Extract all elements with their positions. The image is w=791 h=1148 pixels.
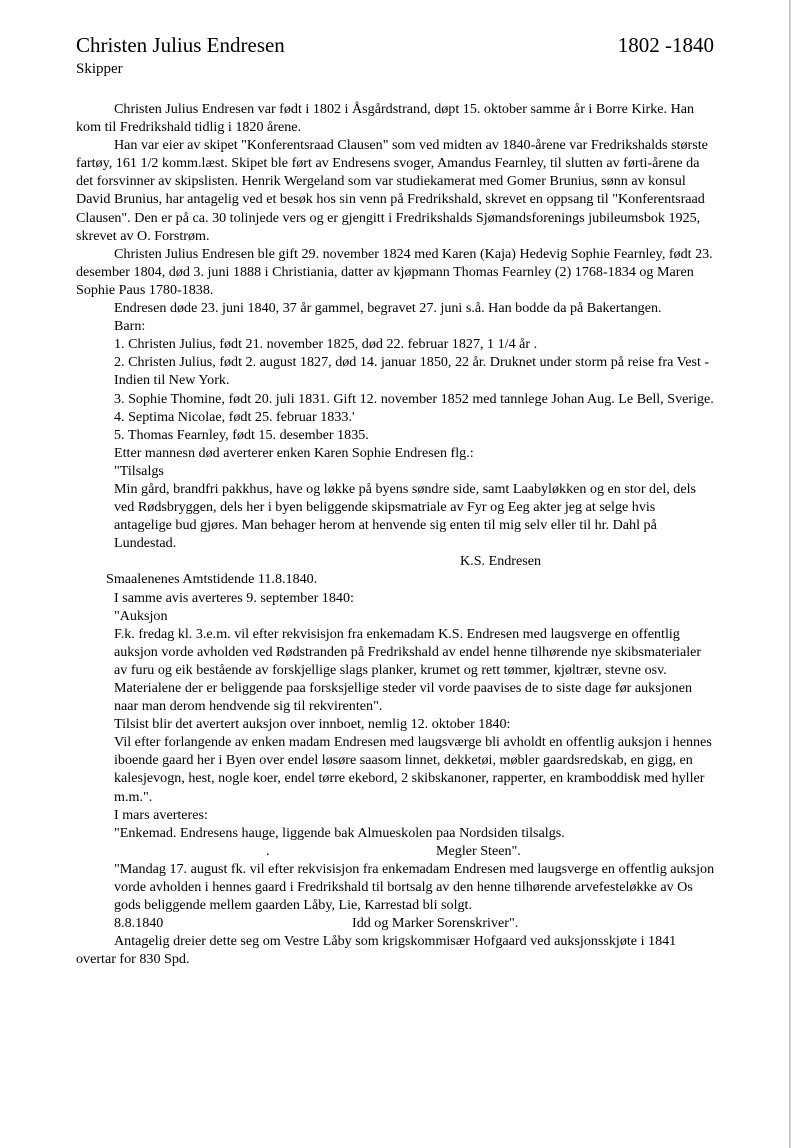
paragraph-march: I mars averteres: — [114, 806, 208, 823]
ad-text-tilsalgs: Min gård, brandfri pakkhus, have og løkke på byens søndre side, samt Laabyløkken og en stor del, dels ved Rødsbryggen, dels her i byen beliggende skipsmatriale av Fyr og Eeg akter jeg at selge hvis antagelige bud gjøres. Man behager herom at henvende sig enten til mig selv eller til hr. Dahl på Lundestad. — [114, 480, 697, 552]
document-body — [76, 100, 716, 969]
paragraph-birth: Christen Julius Endresen var født i 1802 i Åsgårdstrand, døpt 15. oktober samme år i Borre Kirke. Han kom til Fredrikshald tidlig i 1820 årene. — [76, 101, 695, 136]
ad-text-household: Vil efter forlangende av enken madam Endresen med laugsværge bli avholdt en offentlig auksjon i hennes iboende gaard her i Byen over endel løsøre saasom linnet, dekketøi, møbler gaardsredskab, en gigg, en kalesjevogn, hest, nogle koer, endel tørre ekebord, 2 skibskanoner, rapperter, en kramboddisk med hyller m.m.". — [114, 734, 712, 805]
child-item: 5. Thomas Fearnley, født 15. desember 1835. — [114, 426, 369, 443]
child-item: 4. Septima Nicolae, født 25. februar 1833.' — [114, 408, 355, 425]
child-item: 2. Christen Julius, født 2. august 1827, død 14. januar 1850, 22 år. Druknet under storm på reise fra Vest - Indien til New York. — [114, 354, 710, 389]
paragraph-conclusion: Antagelig dreier dette seg om Vestre Låby som krigskommisær Hofgaard ved auksjonsskjøte i 1841 overtar for 830 Spd. — [76, 933, 677, 968]
paragraph-household-auction: Tilsist blir det avertert auksjon over innboet, nemlig 12. oktober 1840: — [114, 716, 511, 733]
paragraph-widow-ad-intro: Etter mannesn død averterer enken Karen Sophie Endresen flg.: — [114, 444, 474, 461]
signature-dot: . — [266, 842, 270, 859]
ad-text-auksjon: F.k. fredag kl. 3.e.m. vil efter rekvisisjon fra enkemadam K.S. Endresen med laugsverge en offentlig auksjon vorde avholden ved Rødstranden på Fredrikshald av endel henne tilhørende nye skibsmaterialer av furu og eik bestående av forskjellige slags planker, krumet og rett tømmer, kjøltrær, stevne osv. Materialene der er beliggende paa forsksjellige steder vil vorde paavises de to siste dage før auksjonen naar man derom hendvende sig til rekvirenten". — [114, 625, 702, 715]
ad-lease-signature-row — [76, 914, 716, 932]
ad-text-garden: "Enkemad. Endresens hauge, liggende bak Almueskolen paa Nordsiden tilsalgs. — [114, 824, 565, 841]
ad-text-lease: "Mandag 17. august fk. vil efter rekvisisjon fra enkemadam Endresen med laugsverge en offentlig auksjon vorde avholden i hennes gaard i Fredrikshald til bortsalg av den henne tilhørende arvefesteløkke av Os gods beliggende mellem gaarden Låby, Lie, Karrestad bli solgt. — [114, 860, 715, 914]
ad-signature-sorenskriver: Idd og Marker Sorenskriver". — [352, 915, 519, 932]
newspaper-source: Smaalenenes Amtstidende 11.8.1840. — [106, 571, 318, 588]
paragraph-death: Endresen døde 23. juni 1840, 37 år gammel, begravet 27. juni s.å. Han bodde da på Bakertangen. — [114, 300, 662, 317]
paragraph-marriage: Christen Julius Endresen ble gift 29. november 1824 med Karen (Kaja) Hedevig Sophie Fearnley, født 23. desember 1804, død 3. juni 1888 i Christiania, datter av kjøpmann Thomas Fearnley (2) 1768-1834 og Maren Sophie Paus 1780-1838. — [76, 245, 713, 298]
ad-title-auksjon: "Auksjon — [114, 607, 168, 624]
child-item: 1. Christen Julius, født 21. november 1825, død 22. februar 1827, 1 1/4 år . — [114, 336, 538, 353]
occupation: Skipper — [76, 61, 123, 77]
person-name: Christen Julius Endresen — [76, 33, 285, 57]
paragraph-ship: Han var eier av skipet "Konferentsraad Clausen" som ved midten av 1840-årene var Fredrikshalds største fartøy, 161 1/2 komm.læst. Skipet ble ført av Endresens svoger, Amandus Fearnley, til slutten av førti-årene da det forsvinner av skipslisten. Henrik Wergeland som var studiekamerat med Gomer Brunius, sønn av konsul David Brunius, har antagelig ved et besøk hos sin venn på Fredrikshald, skrevet en oppsang til "Konferentsraad Clausen". Den er på ca. 30 tolinjede vers og er gjengitt i Fredrikshalds Sjømandsforenings jubileumsbok 1925, skrevet av O. Forstrøm. — [76, 137, 708, 244]
child-item: 3. Sophie Thomine, født 20. juli 1831. Gift 12. november 1852 med tannlege Johan Aug. Le Bell, Sverige. — [114, 390, 714, 407]
life-years: 1802 -1840 — [617, 33, 714, 57]
ad-date: 8.8.1840 — [114, 915, 164, 932]
ad-signature-ks: K.S. Endresen — [460, 553, 542, 570]
children-label: Barn: — [114, 318, 146, 335]
ad-title-tilsalgs: "Tilsalgs — [114, 462, 164, 479]
ad-garden-signature-row — [76, 842, 716, 860]
ad-signature-steen: Megler Steen". — [436, 842, 521, 859]
paragraph-same-paper: I samme avis averteres 9. september 1840: — [114, 589, 354, 606]
title-row — [76, 32, 714, 58]
